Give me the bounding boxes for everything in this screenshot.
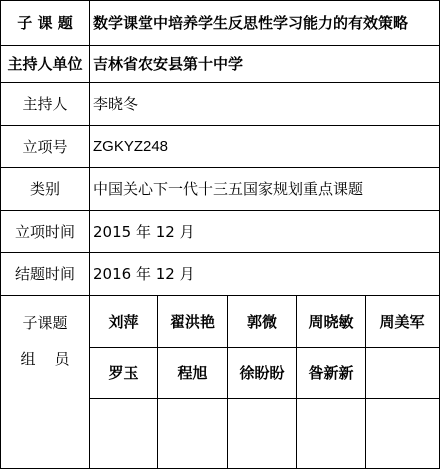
member-name: 徐盼盼 <box>239 364 285 382</box>
member-name: 周晓敏 <box>308 312 354 331</box>
start-date-label: 立项时间 <box>14 222 75 241</box>
members-label-line2 <box>0 348 90 368</box>
host-label: 主持人 <box>22 95 68 113</box>
host-value: 李晓冬 <box>93 95 139 113</box>
category-value: 中国关心下一代十三五国家规划重点课题 <box>93 180 364 198</box>
members-label-text: 组 员 <box>20 349 70 368</box>
member-name: 程旭 <box>177 364 208 382</box>
member-name: 郭微 <box>246 312 277 331</box>
members-label-line1: 子课题 <box>22 313 68 332</box>
project-number-value: ZGKYZ248 <box>93 137 169 155</box>
host-unit-label: 主持人单位 <box>7 55 83 73</box>
subject-value: 数学课堂中培养学生反思性学习能力的有效策略 <box>93 14 409 32</box>
member-name: 罗玉 <box>108 364 139 382</box>
category-label: 类别 <box>29 180 60 198</box>
member-name: 翟洪艳 <box>169 312 215 331</box>
subject-label: 子 课 题 <box>17 14 73 32</box>
member-name: 周美军 <box>379 312 425 331</box>
end-date-label: 结题时间 <box>14 265 75 283</box>
row-divider <box>90 398 440 399</box>
start-date-value: 2015 年 12 月 <box>93 222 195 241</box>
member-name: 刘萍 <box>108 312 139 331</box>
project-number-label: 立项号 <box>22 137 68 156</box>
member-name: 昝新新 <box>308 364 354 382</box>
end-date-value: 2016 年 12 月 <box>93 265 195 283</box>
host-unit-value: 吉林省农安县第十中学 <box>93 55 244 73</box>
